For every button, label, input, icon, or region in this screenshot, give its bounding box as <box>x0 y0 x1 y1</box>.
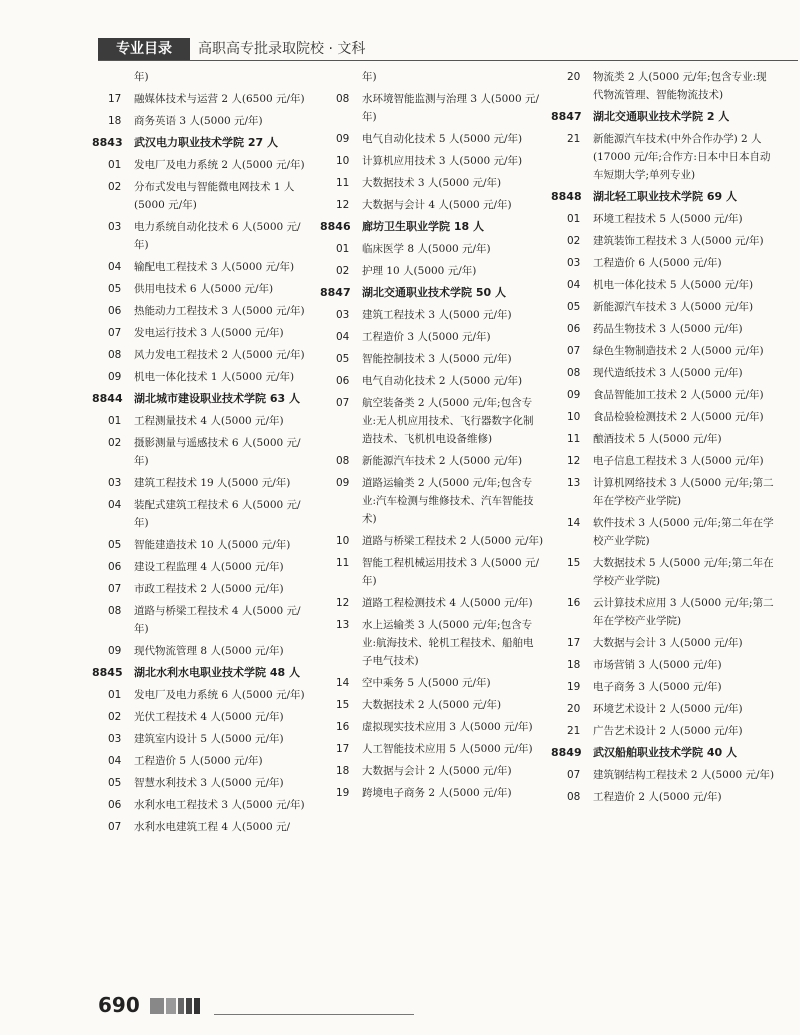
major-text: 水利水电建筑工程 4 人(5000 元/ <box>134 821 291 833</box>
major-entry <box>326 68 544 86</box>
major-text: 绿色生物制造技术 2 人(5000 元/年) <box>593 345 764 357</box>
major-entry <box>98 368 308 386</box>
major-code: 05 <box>108 283 122 295</box>
major-text: 建设工程监理 4 人(5000 元/年) <box>134 561 284 573</box>
major-code: 14 <box>567 517 581 529</box>
major-entry <box>557 276 775 294</box>
major-entry <box>98 346 308 364</box>
footer-decoration <box>150 998 210 1014</box>
major-code: 01 <box>108 159 122 171</box>
major-text: 道路工程检测技术 4 人(5000 元/年) <box>362 597 533 609</box>
section-tag: 专业目录 <box>98 38 190 60</box>
school-code: 8847 <box>320 286 351 299</box>
major-entry <box>557 232 775 250</box>
major-code: 03 <box>108 477 122 489</box>
major-text: 工程造价 6 人(5000 元/年) <box>593 257 722 269</box>
school-name: 湖北水利水电职业技术学院 48 人 <box>134 666 300 679</box>
major-entry <box>98 68 308 86</box>
major-text: 环境艺术设计 2 人(5000 元/年) <box>593 703 743 715</box>
major-entry <box>98 258 308 276</box>
major-code: 10 <box>336 535 350 547</box>
major-code: 07 <box>108 821 122 833</box>
header-rule <box>98 60 798 61</box>
major-text: 现代物流管理 8 人(5000 元/年) <box>134 645 284 657</box>
school-code: 8848 <box>551 190 582 203</box>
major-code: 02 <box>108 437 122 449</box>
major-code: 04 <box>108 261 122 273</box>
major-entry <box>98 324 308 342</box>
major-code: 13 <box>336 619 350 631</box>
major-text: 物流类 2 人(5000 元/年;包含专业:现代物流管理、智能物流技术) <box>593 71 767 101</box>
column-2 <box>320 68 544 806</box>
major-entry <box>557 320 775 338</box>
major-entry <box>98 796 308 814</box>
major-code: 17 <box>567 637 581 649</box>
school-entry <box>92 390 308 408</box>
major-text: 虚拟现实技术应用 3 人(5000 元/年) <box>362 721 533 733</box>
major-entry <box>557 298 775 316</box>
major-code: 07 <box>108 583 122 595</box>
major-code: 03 <box>108 221 122 233</box>
major-entry <box>98 156 308 174</box>
major-text: 水上运输类 3 人(5000 元/年;包含专业:航海技术、轮机工程技术、船舶电子电气技术) <box>362 619 534 667</box>
school-code: 8846 <box>320 220 351 233</box>
school-code: 8849 <box>551 746 582 759</box>
major-code: 18 <box>336 765 350 777</box>
school-code: 8844 <box>92 392 123 405</box>
major-entry <box>557 766 775 784</box>
major-text: 建筑装饰工程技术 3 人(5000 元/年) <box>593 235 764 247</box>
major-code: 04 <box>108 499 122 511</box>
column-3 <box>551 68 775 810</box>
major-text: 年) <box>362 71 377 83</box>
major-code: 03 <box>336 309 350 321</box>
major-entry <box>326 372 544 390</box>
major-text: 电力系统自动化技术 6 人(5000 元/年) <box>134 221 301 251</box>
major-text: 工程造价 3 人(5000 元/年) <box>362 331 491 343</box>
major-entry <box>98 218 308 254</box>
major-code: 02 <box>108 181 122 193</box>
major-text: 机电一体化技术 1 人(5000 元/年) <box>134 371 295 383</box>
major-entry <box>557 210 775 228</box>
major-code: 18 <box>108 115 122 127</box>
major-text: 道路与桥梁工程技术 4 人(5000 元/年) <box>134 605 301 635</box>
major-text: 工程造价 5 人(5000 元/年) <box>134 755 263 767</box>
major-text: 大数据与会计 3 人(5000 元/年) <box>593 637 743 649</box>
major-code: 07 <box>567 345 581 357</box>
major-text: 发电厂及电力系统 6 人(5000 元/年) <box>134 689 305 701</box>
major-entry <box>98 90 308 108</box>
major-entry <box>326 674 544 692</box>
major-text: 护理 10 人(5000 元/年) <box>362 265 477 277</box>
major-code: 09 <box>567 389 581 401</box>
page-footer <box>98 990 798 1020</box>
major-entry <box>557 594 775 630</box>
school-name: 武汉船舶职业技术学院 40 人 <box>593 746 737 759</box>
major-entry <box>557 656 775 674</box>
major-entry <box>98 708 308 726</box>
major-text: 电气自动化技术 2 人(5000 元/年) <box>362 375 523 387</box>
major-text: 智能控制技术 3 人(5000 元/年) <box>362 353 512 365</box>
major-code: 07 <box>567 769 581 781</box>
major-text: 新能源汽车技术 2 人(5000 元/年) <box>362 455 523 467</box>
major-code: 12 <box>567 455 581 467</box>
major-code: 09 <box>336 477 350 489</box>
major-entry <box>98 412 308 430</box>
major-entry <box>326 762 544 780</box>
major-code: 05 <box>336 353 350 365</box>
major-entry <box>98 536 308 554</box>
major-entry <box>98 686 308 704</box>
major-text: 现代造纸技术 3 人(5000 元/年) <box>593 367 743 379</box>
footer-rule <box>214 1014 414 1015</box>
major-code: 21 <box>567 133 581 145</box>
major-code: 01 <box>336 243 350 255</box>
major-code: 04 <box>108 755 122 767</box>
major-text: 新能源汽车技术(中外合作办学) 2 人(17000 元/年;合作方:日本中日本自动车短期大学;单列专业) <box>593 133 771 181</box>
major-text: 大数据与会计 2 人(5000 元/年) <box>362 765 512 777</box>
major-code: 05 <box>108 539 122 551</box>
school-name: 武汉电力职业技术学院 27 人 <box>134 136 278 149</box>
major-entry <box>98 434 308 470</box>
major-entry <box>557 634 775 652</box>
major-text: 智能工程机械运用技术 3 人(5000 元/年) <box>362 557 540 587</box>
major-code: 15 <box>336 699 350 711</box>
major-entry <box>326 130 544 148</box>
major-entry <box>98 730 308 748</box>
major-text: 大数据与会计 4 人(5000 元/年) <box>362 199 512 211</box>
major-entry <box>326 594 544 612</box>
major-entry <box>98 558 308 576</box>
major-code: 08 <box>567 367 581 379</box>
major-entry <box>326 394 544 448</box>
major-code: 09 <box>336 133 350 145</box>
major-code: 06 <box>567 323 581 335</box>
major-entry <box>326 532 544 550</box>
school-entry <box>92 134 308 152</box>
major-code: 08 <box>108 605 122 617</box>
major-code: 21 <box>567 725 581 737</box>
major-code: 12 <box>336 199 350 211</box>
major-text: 道路与桥梁工程技术 2 人(5000 元/年) <box>362 535 544 547</box>
school-code: 8845 <box>92 666 123 679</box>
major-text: 人工智能技术应用 5 人(5000 元/年) <box>362 743 533 755</box>
major-text: 云计算技术应用 3 人(5000 元/年;第二年在学校产业学院) <box>593 597 774 627</box>
major-entry <box>98 752 308 770</box>
major-entry <box>557 364 775 382</box>
major-code: 06 <box>108 799 122 811</box>
major-code: 15 <box>567 557 581 569</box>
major-code: 17 <box>336 743 350 755</box>
major-text: 电气自动化技术 5 人(5000 元/年) <box>362 133 523 145</box>
major-text: 摄影测量与遥感技术 6 人(5000 元/年) <box>134 437 301 467</box>
major-entry <box>557 514 775 550</box>
major-text: 道路运输类 2 人(5000 元/年;包含专业:汽车检测与维修技术、汽车智能技术) <box>362 477 534 525</box>
major-text: 智慧水利技术 3 人(5000 元/年) <box>134 777 284 789</box>
major-text: 广告艺术设计 2 人(5000 元/年) <box>593 725 743 737</box>
major-text: 水环境智能监测与治理 3 人(5000 元/年) <box>362 93 540 123</box>
major-entry <box>326 554 544 590</box>
major-text: 融媒体技术与运营 2 人(6500 元/年) <box>134 93 305 105</box>
major-code: 01 <box>108 689 122 701</box>
major-code: 18 <box>567 659 581 671</box>
major-entry <box>98 178 308 214</box>
major-text: 市政工程技术 2 人(5000 元/年) <box>134 583 284 595</box>
major-text: 大数据技术 3 人(5000 元/年) <box>362 177 502 189</box>
major-entry <box>98 580 308 598</box>
major-entry <box>557 700 775 718</box>
major-entry <box>326 240 544 258</box>
major-text: 航空装备类 2 人(5000 元/年;包含专业:无人机应用技术、飞行器数字化制造技术、飞机机电设备维修) <box>362 397 534 445</box>
school-entry <box>320 284 544 302</box>
page-number: 690 <box>98 993 140 1017</box>
major-entry <box>557 130 775 184</box>
major-code: 20 <box>567 71 581 83</box>
major-text: 跨境电子商务 2 人(5000 元/年) <box>362 787 512 799</box>
major-entry <box>98 302 308 320</box>
school-name: 廊坊卫生职业学院 18 人 <box>362 220 484 233</box>
major-code: 04 <box>567 279 581 291</box>
major-text: 商务英语 3 人(5000 元/年) <box>134 115 263 127</box>
major-text: 发电厂及电力系统 2 人(5000 元/年) <box>134 159 305 171</box>
major-entry <box>326 452 544 470</box>
major-entry <box>326 306 544 324</box>
major-text: 新能源汽车技术 3 人(5000 元/年) <box>593 301 754 313</box>
major-entry <box>557 678 775 696</box>
major-code: 02 <box>336 265 350 277</box>
major-text: 软件技术 3 人(5000 元/年;第二年在学校产业学院) <box>593 517 774 547</box>
major-entry <box>326 740 544 758</box>
major-text: 建筑工程技术 19 人(5000 元/年) <box>134 477 291 489</box>
major-code: 06 <box>336 375 350 387</box>
major-text: 风力发电工程技术 2 人(5000 元/年) <box>134 349 305 361</box>
major-entry <box>557 386 775 404</box>
page-header <box>98 38 798 60</box>
major-text: 药品生物技术 3 人(5000 元/年) <box>593 323 743 335</box>
school-entry <box>551 744 775 762</box>
major-text: 计算机应用技术 3 人(5000 元/年) <box>362 155 523 167</box>
major-code: 03 <box>108 733 122 745</box>
major-entry <box>326 328 544 346</box>
major-entry <box>98 112 308 130</box>
major-text: 智能建造技术 10 人(5000 元/年) <box>134 539 291 551</box>
major-text: 工程造价 2 人(5000 元/年) <box>593 791 722 803</box>
major-entry <box>326 616 544 670</box>
school-code: 8843 <box>92 136 123 149</box>
major-code: 01 <box>108 415 122 427</box>
major-code: 08 <box>336 93 350 105</box>
major-entry <box>326 718 544 736</box>
major-code: 16 <box>567 597 581 609</box>
major-code: 03 <box>567 257 581 269</box>
major-entry <box>326 350 544 368</box>
major-text: 大数据技术 5 人(5000 元/年;第二年在学校产业学院) <box>593 557 774 587</box>
major-code: 10 <box>336 155 350 167</box>
major-entry <box>98 818 308 836</box>
major-text: 电子信息工程技术 3 人(5000 元/年) <box>593 455 764 467</box>
major-code: 04 <box>336 331 350 343</box>
column-1 <box>92 68 308 840</box>
major-text: 环境工程技术 5 人(5000 元/年) <box>593 213 743 225</box>
school-code: 8847 <box>551 110 582 123</box>
major-code: 19 <box>567 681 581 693</box>
school-name: 湖北轻工职业技术学院 69 人 <box>593 190 737 203</box>
major-code: 05 <box>567 301 581 313</box>
major-entry <box>326 152 544 170</box>
major-code: 07 <box>108 327 122 339</box>
major-entry <box>557 452 775 470</box>
major-code: 13 <box>567 477 581 489</box>
major-entry <box>326 474 544 528</box>
major-text: 机电一体化技术 5 人(5000 元/年) <box>593 279 754 291</box>
major-entry <box>557 342 775 360</box>
major-code: 05 <box>108 777 122 789</box>
major-entry <box>326 90 544 126</box>
major-code: 14 <box>336 677 350 689</box>
major-code: 09 <box>108 371 122 383</box>
major-text: 计算机网络技术 3 人(5000 元/年;第二年在学校产业学院) <box>593 477 774 507</box>
major-code: 10 <box>567 411 581 423</box>
major-text: 工程测量技术 4 人(5000 元/年) <box>134 415 284 427</box>
major-entry <box>557 554 775 590</box>
major-code: 20 <box>567 703 581 715</box>
major-entry <box>98 774 308 792</box>
major-entry <box>326 196 544 214</box>
major-code: 11 <box>336 557 350 569</box>
major-code: 12 <box>336 597 350 609</box>
major-text: 输配电工程技术 3 人(5000 元/年) <box>134 261 295 273</box>
school-name: 湖北交通职业技术学院 2 人 <box>593 110 730 123</box>
school-name: 湖北城市建设职业技术学院 63 人 <box>134 392 300 405</box>
major-text: 食品智能加工技术 2 人(5000 元/年) <box>593 389 764 401</box>
school-entry <box>551 108 775 126</box>
major-entry <box>557 254 775 272</box>
major-text: 发电运行技术 3 人(5000 元/年) <box>134 327 284 339</box>
school-entry <box>92 664 308 682</box>
school-name: 湖北交通职业技术学院 50 人 <box>362 286 506 299</box>
major-entry <box>557 788 775 806</box>
major-code: 19 <box>336 787 350 799</box>
major-entry <box>326 174 544 192</box>
major-entry <box>326 696 544 714</box>
major-code: 17 <box>108 93 122 105</box>
major-text: 建筑工程技术 3 人(5000 元/年) <box>362 309 512 321</box>
major-text: 建筑钢结构工程技术 2 人(5000 元/年) <box>593 769 775 781</box>
major-entry <box>557 430 775 448</box>
major-text: 建筑室内设计 5 人(5000 元/年) <box>134 733 284 745</box>
major-text: 热能动力工程技术 3 人(5000 元/年) <box>134 305 305 317</box>
major-entry <box>98 474 308 492</box>
major-text: 装配式建筑工程技术 6 人(5000 元/年) <box>134 499 301 529</box>
running-title: 高职高专批录取院校 · 文科 <box>198 41 366 57</box>
major-text: 临床医学 8 人(5000 元/年) <box>362 243 491 255</box>
school-entry <box>320 218 544 236</box>
major-text: 空中乘务 5 人(5000 元/年) <box>362 677 491 689</box>
school-entry <box>551 188 775 206</box>
major-text: 年) <box>134 71 149 83</box>
major-entry <box>557 474 775 510</box>
major-code: 16 <box>336 721 350 733</box>
major-code: 11 <box>567 433 581 445</box>
major-text: 供用电技术 6 人(5000 元/年) <box>134 283 274 295</box>
major-code: 02 <box>567 235 581 247</box>
major-text: 市场营销 3 人(5000 元/年) <box>593 659 722 671</box>
major-entry <box>326 784 544 802</box>
major-code: 08 <box>567 791 581 803</box>
major-text: 分布式发电与智能微电网技术 1 人(5000 元/年) <box>134 181 295 211</box>
major-code: 06 <box>108 305 122 317</box>
major-text: 酿酒技术 5 人(5000 元/年) <box>593 433 722 445</box>
major-code: 08 <box>108 349 122 361</box>
major-code: 02 <box>108 711 122 723</box>
major-entry <box>557 722 775 740</box>
major-entry <box>557 68 775 104</box>
major-code: 09 <box>108 645 122 657</box>
major-entry <box>98 642 308 660</box>
major-code: 11 <box>336 177 350 189</box>
major-text: 大数据技术 2 人(5000 元/年) <box>362 699 502 711</box>
major-code: 07 <box>336 397 350 409</box>
major-text: 水利水电工程技术 3 人(5000 元/年) <box>134 799 305 811</box>
major-entry <box>98 280 308 298</box>
major-entry <box>326 262 544 280</box>
major-code: 06 <box>108 561 122 573</box>
major-code: 01 <box>567 213 581 225</box>
major-entry <box>98 602 308 638</box>
major-entry <box>98 496 308 532</box>
major-code: 08 <box>336 455 350 467</box>
major-entry <box>557 408 775 426</box>
major-text: 食品检验检测技术 2 人(5000 元/年) <box>593 411 764 423</box>
major-text: 电子商务 3 人(5000 元/年) <box>593 681 722 693</box>
major-text: 光伏工程技术 4 人(5000 元/年) <box>134 711 284 723</box>
